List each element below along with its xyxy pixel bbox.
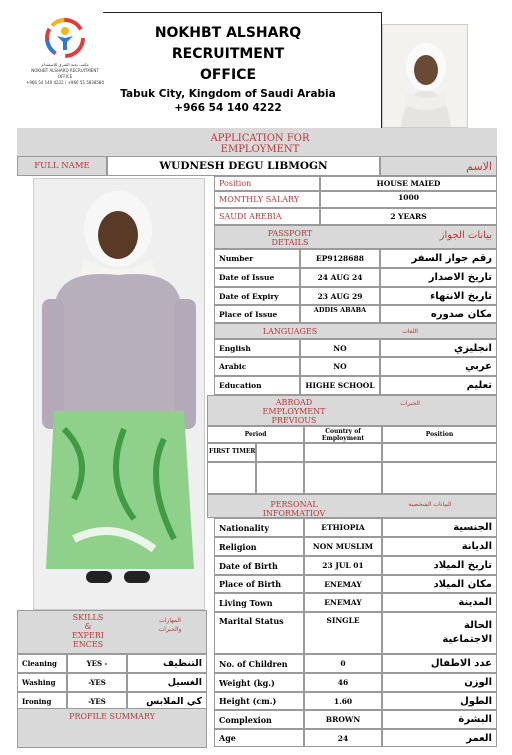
personal-row-value: ENEMAY: [304, 593, 382, 612]
abroad-cell: [304, 462, 382, 494]
skill-row-label-ar: كي الملابس: [127, 692, 207, 711]
personal-row-label: Marital Status: [214, 612, 304, 654]
agency-name: NOKHBT ALSHARQ RECRUITMENT OFFICE: [154, 25, 302, 83]
personal-row-label-ar: المدينة: [382, 593, 497, 612]
skill-row-label-ar: الغسيل: [127, 673, 207, 692]
personal-row-label: No. of Children: [214, 654, 304, 673]
abroad-cell: [304, 443, 382, 462]
personal-row-label: Weight (kg.): [214, 673, 304, 692]
personal-row-label-ar: مكان الميلاد: [382, 575, 497, 593]
passport-row-label: Number: [214, 249, 300, 268]
skill-row-label: Washing: [17, 673, 67, 692]
agency-logo: [25, 14, 105, 86]
passport-row-value: 23 AUG 29: [300, 287, 380, 305]
personal-row-label-ar: الحالة الاجتماعية: [382, 612, 497, 654]
abroad-section-label-ar: الخبرات: [400, 400, 420, 407]
passport-row-label-ar: تاريخ الانتهاء: [380, 287, 497, 305]
profile-summary-band: [17, 708, 207, 748]
personal-row-label-ar: الوزن: [382, 673, 497, 692]
personal-row-value: 23 JUL 01: [304, 556, 382, 575]
personal-row-label: Place of Birth: [214, 575, 304, 593]
personal-row-label: Age: [214, 729, 304, 747]
passport-row-label: Date of Expiry: [214, 287, 300, 305]
language-row-value: HIGHE SCHOOL: [300, 376, 380, 395]
agency-phone: +966 54 140 4222: [174, 102, 282, 114]
position-value: HOUSE MAIED: [320, 176, 497, 191]
salary-label: MONTHLY SALARY: [214, 191, 320, 208]
passport-row-label-ar: مكان صدوره: [380, 305, 497, 323]
personal-row-value: 0: [304, 654, 382, 673]
skill-row-value: YES -: [67, 654, 127, 673]
personal-row-label: Date of Birth: [214, 556, 304, 575]
passport-section-label-ar: بيانات الجواز: [439, 230, 492, 241]
personal-row-value: 46: [304, 673, 382, 692]
personal-row-label-ar: عدد الاطفال: [382, 654, 497, 673]
applicant-photo-full: [33, 178, 205, 610]
abroad-section-band: [207, 395, 497, 426]
passport-row-label: Place of Issue: [214, 305, 300, 323]
passport-section-label: PASSPORT DETAILS: [267, 229, 313, 247]
salary-value: 1000: [320, 191, 497, 208]
agency-header: [103, 12, 382, 128]
personal-row-label: Complexion: [214, 710, 304, 729]
abroad-first-row-label: FIRST TIMER: [207, 443, 256, 462]
language-row-label-ar: عربي: [380, 357, 497, 376]
personal-section-label: PERSONAL INFORMATIOV: [262, 500, 326, 518]
personal-row-label: Religion: [214, 537, 304, 556]
personal-row-label: Nationality: [214, 518, 304, 537]
personal-row-value: BROWN: [304, 710, 382, 729]
personal-row-label-ar: الديانة: [382, 537, 497, 556]
personal-row-label-ar: تاريخ الميلاد: [382, 556, 497, 575]
abroad-cell: [382, 462, 497, 494]
contract-value: 2 YEARS: [320, 208, 497, 225]
passport-row-value: ADDIS ABABA: [300, 305, 380, 323]
application-title: APPLICATION FOR EMPLOYMENT: [210, 133, 310, 155]
applicant-photo-small: [382, 24, 468, 128]
abroad-col-country: Country of Employment: [304, 426, 382, 443]
personal-row-label-ar: الجنسية: [382, 518, 497, 537]
language-row-value: NO: [300, 339, 380, 357]
language-row-label: Arabic: [214, 357, 300, 376]
language-row-label-ar: انجليزي: [380, 339, 497, 357]
personal-row-value: 24: [304, 729, 382, 747]
abroad-cell: [207, 462, 256, 494]
abroad-section-label: ABROAD EMPLOYMENT PREVIOUS: [262, 398, 326, 425]
languages-section-label: LANGUAGES: [262, 327, 318, 336]
passport-row-value: EP9128688: [300, 249, 380, 268]
people-circle-logo-icon: [43, 16, 87, 60]
abroad-col-position: Position: [382, 426, 497, 443]
language-row-value: NO: [300, 357, 380, 376]
logo-caption: مكتب نخبة الشرق للاستقدام NOKHBT ALSHARQ RECRUITMENT OFFICE +966 54 140 4222 / +966 55 5838580: [25, 62, 105, 85]
personal-row-value: SINGLE: [304, 612, 382, 654]
languages-section-label-ar: اللغات: [402, 328, 418, 335]
full-name-label: FULL NAME: [17, 156, 107, 176]
passport-row-label: Date of Issue: [214, 268, 300, 287]
abroad-cell: [256, 462, 304, 494]
agency-address: [103, 87, 353, 115]
skill-row-label: Cleaning: [17, 654, 67, 673]
full-name-label-ar: الاسم: [380, 156, 497, 176]
skill-row-label: Ironing: [17, 692, 67, 711]
personal-row-value: ETHIOPIA: [304, 518, 382, 537]
position-label: Position: [214, 176, 320, 191]
personal-row-value: ENEMAY: [304, 575, 382, 593]
country-label: SAUDI AREBIA: [214, 208, 320, 225]
skills-section-label: SKILLS & EXPERI ENCES: [72, 613, 104, 649]
skill-row-label-ar: التنظيف: [127, 654, 207, 673]
passport-row-label-ar: تاريخ الاصدار: [380, 268, 497, 287]
skill-row-value: -YES: [67, 673, 127, 692]
passport-row-label-ar: رقم جواز السفر: [380, 249, 497, 268]
agency-city: Tabuk City, Kingdom of Saudi Arabia: [120, 88, 336, 100]
personal-section-label-ar: البيانات الشخصية: [408, 501, 452, 508]
abroad-cell: [256, 443, 304, 462]
language-row-label: English: [214, 339, 300, 357]
passport-row-value: 24 AUG 24: [300, 268, 380, 287]
language-row-label-ar: تعليم: [380, 376, 497, 395]
abroad-col-period: Period: [207, 426, 304, 443]
full-name-value: WUDNESH DEGU LIBMOGN: [107, 156, 380, 176]
personal-row-label: Height (cm.): [214, 692, 304, 710]
personal-row-label-ar: العمر: [382, 729, 497, 747]
personal-row-value: 1.60: [304, 692, 382, 710]
skill-row-value: -YES: [67, 692, 127, 711]
skills-section-label-ar: المهارات والخبرات: [158, 617, 182, 633]
personal-row-label: Living Town: [214, 593, 304, 612]
personal-row-label-ar: الطول: [382, 692, 497, 710]
personal-row-label-ar: البشرة: [382, 710, 497, 729]
language-row-label: Education: [214, 376, 300, 395]
abroad-cell: [382, 443, 497, 462]
personal-row-value: NON MUSLIM: [304, 537, 382, 556]
profile-summary-label: PROFILE SUMMARY: [69, 712, 155, 721]
